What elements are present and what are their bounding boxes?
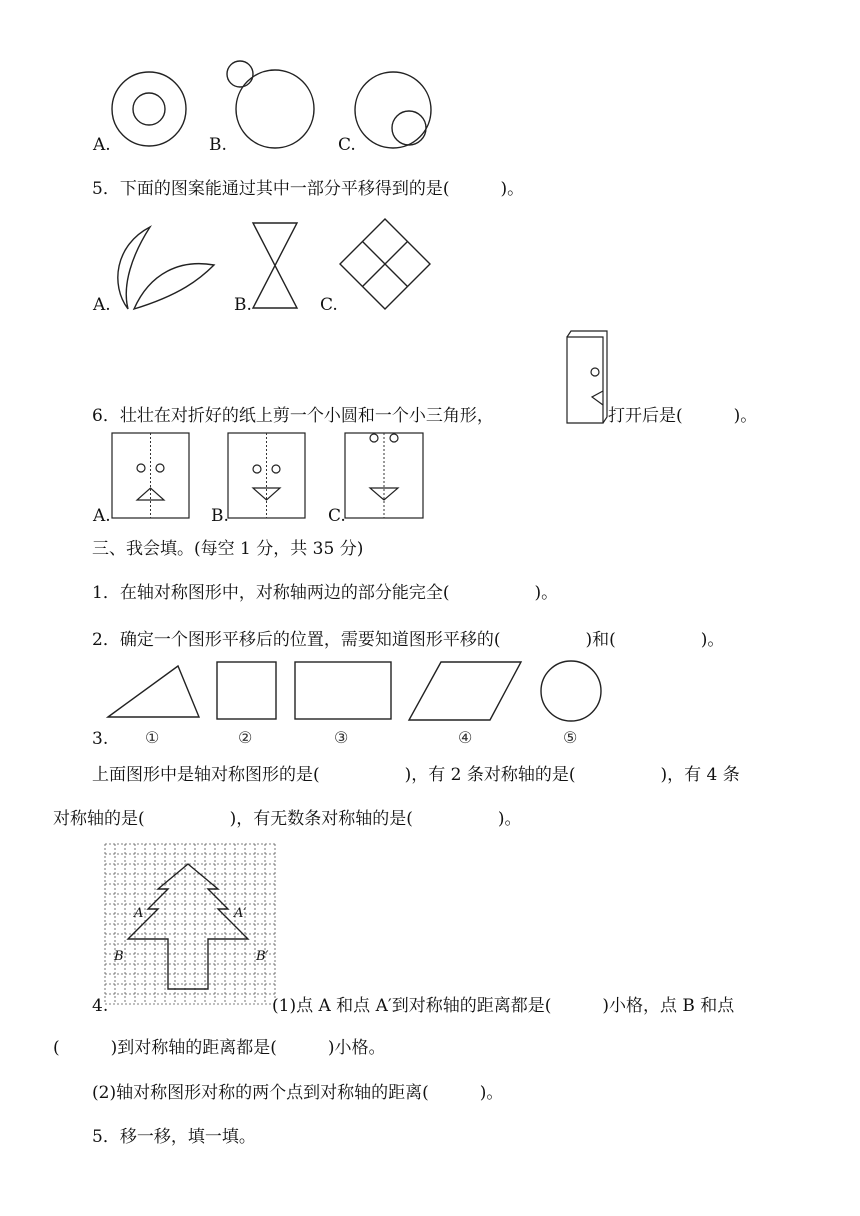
grid-label-b-prime: B′ <box>256 949 269 964</box>
q6-option-b-label[interactable]: B. <box>211 506 229 526</box>
q6-option-a-figure <box>111 432 193 520</box>
q6-option-c-label[interactable]: C. <box>328 506 346 526</box>
shape-number-2: ② <box>238 728 253 747</box>
q6-option-a-label[interactable]: A. <box>93 506 111 526</box>
s3-q4-line-1: (1)点 A 和点 A′到对称轴的距离都是( )小格，点 B 和点 <box>272 996 735 1016</box>
q4-option-a-label[interactable]: A. <box>93 135 111 155</box>
q4-option-c-label[interactable]: C. <box>338 135 356 155</box>
s3-q3-number: 3. <box>92 729 109 749</box>
q6-option-c-figure <box>344 430 426 522</box>
q6-question-end: 打开后是( )。 <box>608 406 758 426</box>
shape-circle <box>541 661 601 721</box>
grid-label-a: A <box>134 906 144 921</box>
shape-number-1: ① <box>145 728 160 747</box>
q5-option-b-label[interactable]: B. <box>234 295 252 315</box>
q4-option-b-figure <box>220 58 320 158</box>
s3-q5: 5．移一移，填一填。 <box>92 1127 256 1147</box>
q6-question-start: 6．壮壮在对折好的纸上剪一个小圆和一个小三角形， <box>92 406 494 426</box>
q5-option-b-figure <box>250 220 310 315</box>
shape-parallelogram <box>409 662 521 720</box>
shape-square <box>217 662 276 719</box>
q6-option-b-figure <box>227 432 309 520</box>
shape-triangle <box>108 666 199 717</box>
s3-q2: 2．确定一个图形平移后的位置，需要知道图形平移的( )和( )。 <box>92 630 725 650</box>
s3-q4-number: 4. <box>92 996 109 1016</box>
q4-option-a-figure <box>111 70 191 150</box>
q5-option-a-label[interactable]: A. <box>93 295 111 315</box>
grid-label-b: B <box>114 949 124 964</box>
grid-label-a-prime: A′ <box>234 906 247 921</box>
tree-outline <box>128 864 248 989</box>
q5-option-c-label[interactable]: C. <box>320 295 338 315</box>
shape-rectangle <box>295 662 391 719</box>
q5-option-c-figure <box>338 217 438 317</box>
q5-option-a-figure <box>110 225 220 315</box>
q5-question: 5．下面的图案能通过其中一部分平移得到的是( )。 <box>92 179 525 199</box>
s3-q4-line-2: ( )到对称轴的距离都是( )小格。 <box>53 1038 386 1058</box>
s3-q4-grid-figure <box>104 843 284 1018</box>
section-3-title: 三、我会填。(每空 1 分，共 35 分) <box>92 539 364 559</box>
shape-number-3: ③ <box>334 728 349 747</box>
s3-q4-line-3: (2)轴对称图形对称的两个点到对称轴的距离( )。 <box>92 1083 504 1103</box>
shape-number-4: ④ <box>458 728 473 747</box>
s3-q3-line-2: 对称轴的是( )，有无数条对称轴的是( )。 <box>53 809 522 829</box>
shape-number-5: ⑤ <box>563 728 578 747</box>
q4-option-b-label[interactable]: B. <box>209 135 227 155</box>
q4-option-c-figure <box>353 72 443 162</box>
s3-q1: 1．在轴对称图形中，对称轴两边的部分能完全( )。 <box>92 583 559 603</box>
s3-q3-line-1: 上面图形中是轴对称图形的是( )，有 2 条对称轴的是( )，有 4 条 <box>92 765 740 785</box>
s3-q3-shapes <box>105 660 625 730</box>
